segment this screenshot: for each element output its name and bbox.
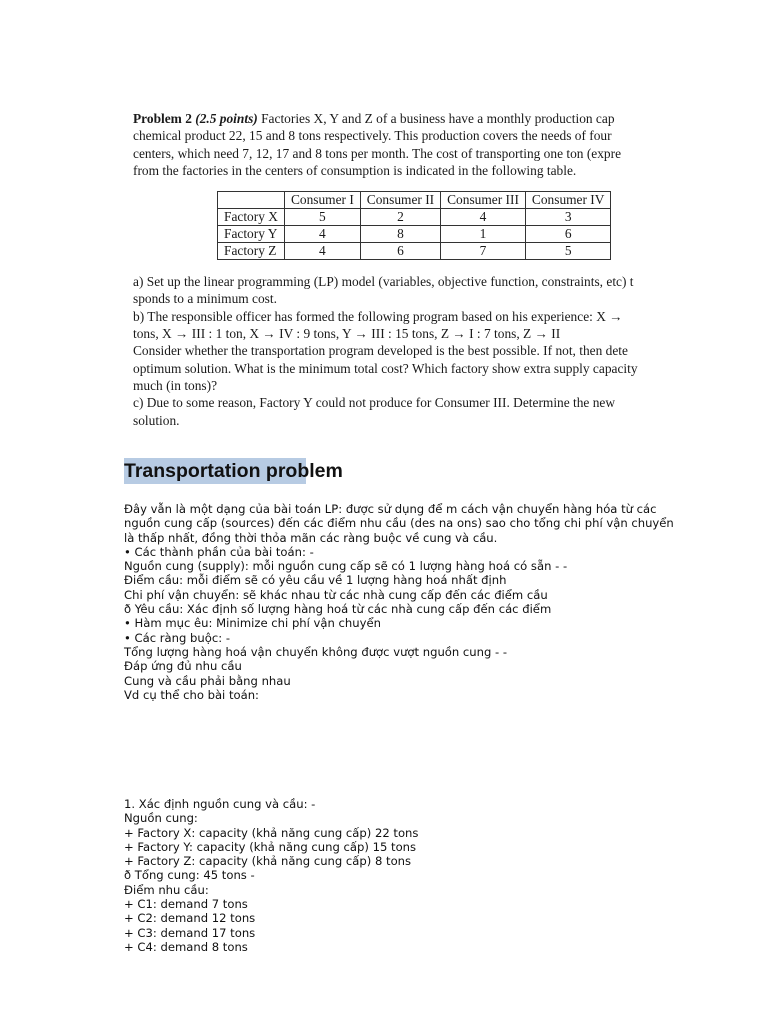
table-cell: 3: [525, 209, 611, 226]
body-line: • Các ràng buộc: -: [124, 630, 230, 645]
table-header-cell: Consumer III: [441, 192, 526, 209]
problem-line: a) Set up the linear programming (LP) model (variables, objective function, constraints, etc) t: [133, 274, 634, 290]
table-row: [218, 226, 611, 243]
table-cell: 4: [441, 209, 526, 226]
body-line: + Factory X: capacity (khả năng cung cấp) 22 tons: [124, 825, 419, 840]
row-label: Factory Y: [218, 226, 285, 243]
problem-line: Factories X, Y and Z of a business have a monthly production cap: [261, 111, 615, 126]
table-cell: 8: [360, 226, 440, 243]
body-line: + C3: demand 17 tons: [124, 925, 256, 940]
problem-title: Problem 2: [133, 111, 192, 126]
table-cell: 4: [284, 226, 360, 243]
cost-table: [217, 191, 611, 260]
body-line: Cung và cầu phải bằng nhau: [124, 673, 291, 688]
problem-line: from the factories in the centers of consumption is indicated in the following table.: [133, 162, 577, 178]
table-header-cell: Consumer I: [284, 192, 360, 209]
body-line: Điểm cầu: mỗi điểm sẽ có yêu cầu về 1 lượng hàng hoá nhất định: [124, 573, 507, 588]
table-cell: 1: [441, 226, 526, 243]
supply-demand-section: [124, 797, 684, 954]
body-line: • Hàm mục êu: Minimize chi phí vận chuyển: [124, 616, 381, 631]
body-line: + C4: demand 8 tons: [124, 939, 248, 954]
body-line: + Factory Z: capacity (khả năng cung cấp) 8 tons: [124, 854, 412, 869]
table-row: [218, 209, 611, 226]
problem-points: (2.5 points): [195, 111, 258, 126]
problem-line: chemical product 22, 15 and 8 tons respectively. This production covers the needs of four: [133, 128, 612, 144]
table-header-cell: [218, 192, 285, 209]
body-line: Vd cụ thể cho bài toán:: [124, 687, 259, 702]
body-paragraphs: [124, 502, 684, 702]
body-line: Chi phí vận chuyển: sẽ khác nhau từ các nhà cung cấp đến các điểm cầu: [124, 587, 548, 602]
table-cell: 6: [360, 243, 440, 260]
section-heading-text: Transportation problem: [124, 460, 343, 482]
table-cell: 7: [441, 243, 526, 260]
problem-line: b) The responsible officer has formed the following program based on his experience: X →: [133, 308, 623, 324]
body-line: là thấp nhất, đồng thời thỏa mãn các ràng buộc về cung và cầu.: [124, 530, 498, 545]
body-line: ð Tổng cung: 45 tons -: [124, 868, 255, 883]
section-heading-wrap: [124, 458, 343, 485]
body-line: Điểm nhu cầu:: [124, 882, 209, 897]
body-line: + C1: demand 7 tons: [124, 897, 248, 912]
problem-line: Consider whether the transportation program developed is the best possible. If not, then dete: [133, 343, 628, 359]
table-row: [218, 243, 611, 260]
problem-line: centers, which need 7, 12, 17 and 8 tons per month. The cost of transporting one ton (expre: [133, 145, 622, 161]
problem-statement-image: [133, 110, 668, 428]
table-header-cell: Consumer II: [360, 192, 440, 209]
problem-line: optimum solution. What is the minimum total cost? Which factory show extra supply capacity: [133, 360, 638, 376]
table-cell: 6: [525, 226, 611, 243]
body-line: • Các thành phần của bài toán: -: [124, 544, 314, 559]
section-heading: [124, 458, 343, 485]
body-line: + Factory Y: capacity (khả năng cung cấp) 15 tons: [124, 839, 417, 854]
problem-line: tons, X → III : 1 ton, X → IV : 9 tons, Y → III : 15 tons, Z → I : 7 tons, Z → II: [133, 326, 561, 342]
table-header-cell: Consumer IV: [525, 192, 611, 209]
problem-line: sponds to a minimum cost.: [133, 291, 277, 307]
row-label: Factory X: [218, 209, 285, 226]
problem-line: solution.: [133, 412, 180, 428]
table-cell: 2: [360, 209, 440, 226]
table-cell: 5: [525, 243, 611, 260]
body-line: 1. Xác định nguồn cung và cầu: -: [124, 797, 316, 811]
table-cell: 5: [284, 209, 360, 226]
body-line: + C2: demand 12 tons: [124, 911, 256, 926]
body-line: Đáp ứng đủ nhu cầu: [124, 659, 242, 674]
problem-questions: [133, 273, 668, 429]
body-line: ð Yêu cầu: Xác định số lượng hàng hoá từ các nhà cung cấp đến các điểm: [124, 602, 552, 617]
table-header-row: [218, 192, 611, 209]
body-line: nguồn cung cấp (sources) đến các điểm nhu cầu (des na ons) sao cho tổng chi phí vận chuyển: [124, 516, 674, 531]
problem-first-line: [133, 110, 668, 127]
row-label: Factory Z: [218, 243, 285, 260]
problem-line: c) Due to some reason, Factory Y could not produce for Consumer III. Determine the new: [133, 395, 616, 411]
body-line: Đây vẫn là một dạng của bài toán LP: được sử dụng để m cách vận chuyển hàng hóa từ các: [124, 502, 657, 516]
problem-line: much (in tons)?: [133, 377, 218, 393]
body-line: Tổng lượng hàng hoá vận chuyển không được vượt nguồn cung - -: [124, 644, 508, 659]
table-cell: 4: [284, 243, 360, 260]
body-line: Nguồn cung:: [124, 811, 198, 826]
body-line: Nguồn cung (supply): mỗi nguồn cung cấp sẽ có 1 lượng hàng hoá có sẵn - -: [124, 559, 568, 574]
